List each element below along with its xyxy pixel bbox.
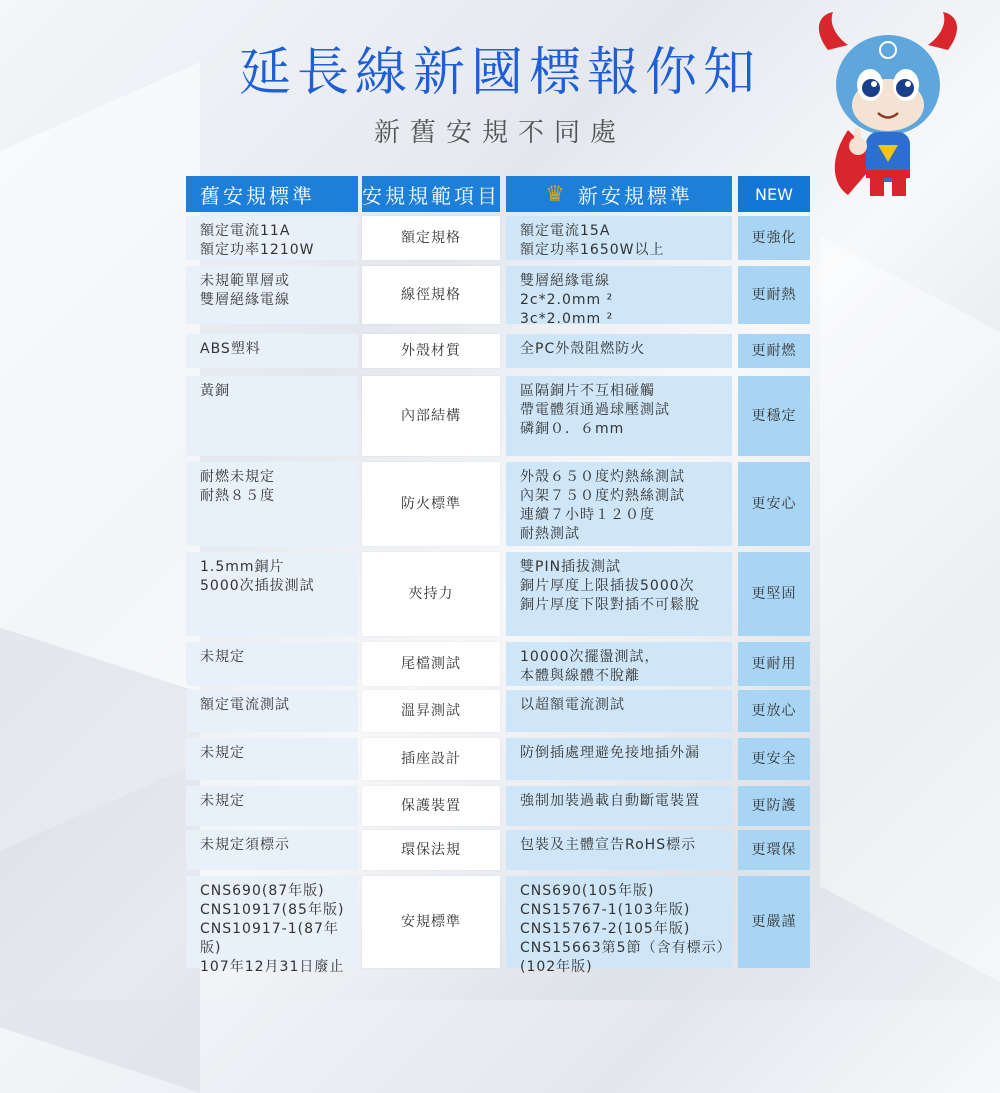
new-standard-cell: 防倒插處理避免接地插外漏	[506, 738, 732, 780]
item-cell: 環保法規	[362, 830, 500, 870]
item-cell: 插座設計	[362, 738, 500, 780]
improvement-badge: 更耐燃	[738, 334, 810, 368]
old-standard-cell: CNS690(87年版) CNS10917(85年版) CNS10917-1(87年版) 107年12月31日廢止	[186, 876, 358, 968]
old-standard-cell: 未規範單層或 雙層絕緣電線	[186, 266, 358, 324]
header-item: 安規規範項目	[362, 176, 500, 212]
old-standard-cell: 未規定	[186, 786, 358, 826]
improvement-badge: 更防護	[738, 786, 810, 826]
mascot-icon	[808, 10, 968, 200]
improvement-badge: 更耐熱	[738, 266, 810, 324]
item-cell: 夾持力	[362, 552, 500, 636]
page-title: 延長線新國標報你知	[238, 43, 761, 103]
header-new-standard	[506, 176, 732, 212]
crown-icon: ♛	[545, 181, 568, 207]
improvement-badge: 更安心	[738, 462, 810, 546]
item-cell: 內部結構	[362, 376, 500, 456]
old-standard-cell: 額定電流測試	[186, 690, 358, 732]
old-standard-cell: 耐燃未規定 耐熱８５度	[186, 462, 358, 546]
new-standard-cell: 雙PIN插拔測試 銅片厚度上限插拔5000次 銅片厚度下限對插不可鬆脫	[506, 552, 732, 636]
item-cell: 溫昇測試	[362, 690, 500, 732]
page-subtitle: 新舊安規不同處	[373, 118, 626, 148]
item-cell: 額定規格	[362, 216, 500, 260]
improvement-badge: 更環保	[738, 830, 810, 870]
new-standard-cell: 外殼６５０度灼熱絲測試 內架７５０度灼熱絲測試 連續７小時１２０度 耐熱測試	[506, 462, 732, 546]
background-shard	[820, 236, 1000, 1014]
old-standard-cell: 1.5mm銅片 5000次插拔測試	[186, 552, 358, 636]
old-standard-cell: 未規定	[186, 642, 358, 686]
new-standard-cell: 額定電流15A 額定功率1650W以上	[506, 216, 732, 260]
improvement-badge: 更強化	[738, 216, 810, 260]
old-standard-cell: 額定電流11A 額定功率1210W	[186, 216, 358, 260]
header-badge: NEW	[738, 176, 810, 212]
old-standard-cell: 未規定	[186, 738, 358, 780]
item-cell: 防火標準	[362, 462, 500, 546]
new-standard-cell: 全PC外殼阻燃防火	[506, 334, 732, 368]
improvement-badge: 更安全	[738, 738, 810, 780]
improvement-badge: 更嚴謹	[738, 876, 810, 968]
item-cell: 安規標準	[362, 876, 500, 968]
background-shard	[0, 628, 200, 1093]
header-old-standard: 舊安規標準	[186, 176, 358, 212]
new-standard-cell: 區隔銅片不互相碰觸 帶電體須通過球壓測試 磷銅０．６mm	[506, 376, 732, 456]
old-standard-cell: 未規定須標示	[186, 830, 358, 870]
item-cell: 外殼材質	[362, 334, 500, 368]
item-cell: 尾檔測試	[362, 642, 500, 686]
new-standard-cell: CNS690(105年版) CNS15767-1(103年版) CNS15767-2(105年版) CNS15663第5節（含有標示） (102年版)	[506, 876, 732, 968]
improvement-badge: 更穩定	[738, 376, 810, 456]
header-new-label: 新安規標準	[577, 183, 693, 208]
old-standard-cell: ABS塑料	[186, 334, 358, 368]
old-standard-cell: 黃銅	[186, 376, 358, 456]
new-standard-cell: 10000次擺盪測試， 本體與線體不脫離	[506, 642, 732, 686]
new-standard-cell: 包裝及主體宣告RoHS標示	[506, 830, 732, 870]
item-cell: 保護裝置	[362, 786, 500, 826]
item-cell: 線徑規格	[362, 266, 500, 324]
new-standard-cell: 以超額電流測試	[506, 690, 732, 732]
improvement-badge: 更放心	[738, 690, 810, 732]
new-standard-cell: 雙層絕緣電線 2c*2.0mm ² 3c*2.0mm ²	[506, 266, 732, 324]
new-standard-cell: 強制加裝過載自動斷電裝置	[506, 786, 732, 826]
improvement-badge: 更耐用	[738, 642, 810, 686]
improvement-badge: 更堅固	[738, 552, 810, 636]
